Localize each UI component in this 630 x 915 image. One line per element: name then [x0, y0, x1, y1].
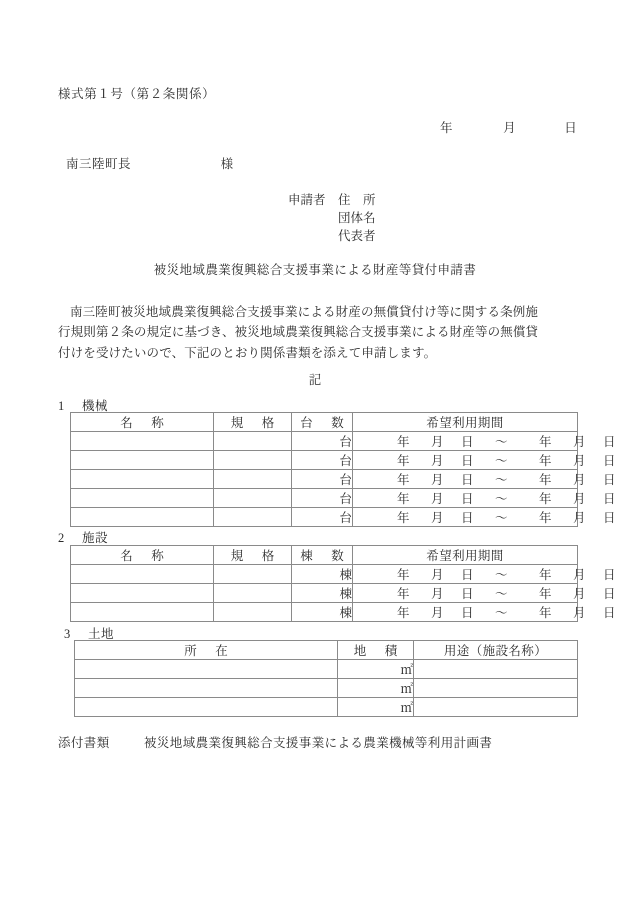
section-number-1: 1 [58, 399, 65, 413]
cell-spec[interactable] [214, 508, 292, 527]
cell-spec[interactable] [214, 432, 292, 451]
section-title-3: 土地 [88, 627, 115, 641]
period-start-day: 日 [461, 473, 474, 487]
period-start-day: 日 [461, 492, 474, 506]
header-name: 名 称 [71, 413, 214, 432]
period-end-month: 月 [573, 454, 586, 468]
cell-building-unit[interactable]: 棟 [292, 565, 353, 584]
period-end-day: 日 [603, 606, 616, 620]
period-tilde: ～ [495, 606, 508, 620]
period-start-day: 日 [461, 511, 474, 525]
cell-building-unit[interactable]: 棟 [292, 584, 353, 603]
header-name: 名 称 [71, 546, 214, 565]
section-number-2: 2 [58, 531, 65, 545]
period-end-day: 日 [603, 492, 616, 506]
attachment-label: 添付書類 [58, 736, 110, 750]
period-start-month: 月 [431, 606, 444, 620]
cell-location[interactable] [75, 679, 338, 698]
table-header-row [71, 546, 578, 565]
applicant-representative-row [288, 228, 376, 246]
period-tilde: ～ [495, 492, 508, 506]
cell-period[interactable] [353, 470, 616, 489]
addressee [66, 154, 234, 172]
period-tilde: ～ [495, 587, 508, 601]
period-start-year: 年 [397, 568, 410, 582]
cell-location[interactable] [75, 660, 338, 679]
cell-spec[interactable] [214, 451, 292, 470]
cell-period[interactable] [353, 432, 616, 451]
cell-spec[interactable] [214, 584, 292, 603]
cell-area-unit[interactable]: ㎡ [338, 660, 414, 679]
table-row[interactable] [71, 565, 578, 584]
header-area: 地 積 [338, 641, 414, 660]
period-start-month: 月 [431, 587, 444, 601]
cell-spec[interactable] [214, 470, 292, 489]
cell-usage[interactable] [414, 698, 578, 717]
table-row[interactable] [75, 660, 578, 679]
cell-building-unit[interactable]: 棟 [292, 603, 353, 622]
cell-period[interactable] [353, 565, 616, 584]
period-start-day: 日 [461, 606, 474, 620]
table-row[interactable] [71, 489, 578, 508]
cell-period[interactable] [353, 451, 616, 470]
period-end-month: 月 [573, 435, 586, 449]
cell-name[interactable] [71, 565, 214, 584]
table-land [74, 640, 578, 717]
period-tilde: ～ [495, 454, 508, 468]
period-end-year: 年 [539, 473, 552, 487]
period-start-month: 月 [431, 568, 444, 582]
period-end-year: 年 [539, 511, 552, 525]
applicant-address-label: 住 所 [338, 193, 376, 207]
period-start-year: 年 [397, 435, 410, 449]
body-line-3: 付けを受けたいので、下記のとおり関係書類を添えて申請します。 [58, 345, 437, 360]
period-tilde: ～ [495, 435, 508, 449]
addressee-name: 南三陸町長 [66, 157, 132, 171]
table-row[interactable] [75, 679, 578, 698]
table-machinery [70, 412, 616, 527]
period-end-year: 年 [539, 454, 552, 468]
applicant-organization-label: 団体名 [338, 210, 376, 225]
period-end-month: 月 [573, 492, 586, 506]
cell-spec[interactable] [214, 489, 292, 508]
period-end-day: 日 [603, 511, 616, 525]
table-header-row [71, 413, 578, 432]
header-usage: 用途（施設名称） [414, 641, 578, 660]
section-label-facility [58, 528, 108, 546]
cell-period[interactable] [353, 489, 616, 508]
header-quantity: 台 数 [292, 413, 353, 432]
table-header-row [75, 641, 578, 660]
period-end-day: 日 [603, 473, 616, 487]
period-start-month: 月 [431, 454, 444, 468]
period-start-year: 年 [397, 587, 410, 601]
period-start-day: 日 [461, 568, 474, 582]
header-spec: 規 格 [214, 413, 292, 432]
cell-name[interactable] [71, 489, 214, 508]
period-start-month: 月 [431, 473, 444, 487]
period-end-day: 日 [603, 435, 616, 449]
cell-quantity-unit[interactable]: 台 [292, 470, 353, 489]
cell-name[interactable] [71, 432, 214, 451]
cell-name[interactable] [71, 470, 214, 489]
addressee-honorific: 様 [220, 157, 234, 171]
section-title-2: 施設 [82, 531, 109, 545]
period-tilde: ～ [495, 568, 508, 582]
cell-period[interactable] [353, 584, 616, 603]
cell-name[interactable] [71, 584, 214, 603]
applicant-block [288, 192, 376, 245]
cell-period[interactable] [353, 508, 616, 527]
document-title: 被災地域農業復興総合支援事業による財産等貸付申請書 [153, 263, 477, 277]
date-line [440, 118, 577, 136]
period-start-year: 年 [397, 511, 410, 525]
body-paragraph [58, 302, 576, 363]
cell-usage[interactable] [414, 660, 578, 679]
period-end-month: 月 [573, 606, 586, 620]
period-end-year: 年 [539, 606, 552, 620]
table-row[interactable] [71, 451, 578, 470]
table-row[interactable] [71, 603, 578, 622]
period-start-year: 年 [397, 454, 410, 468]
table-row[interactable] [71, 584, 578, 603]
header-location: 所 在 [75, 641, 338, 660]
period-start-day: 日 [461, 454, 474, 468]
cell-quantity-unit[interactable]: 台 [292, 432, 353, 451]
period-start-day: 日 [461, 435, 474, 449]
period-start-year: 年 [397, 473, 410, 487]
cell-spec[interactable] [214, 565, 292, 584]
header-building-count: 棟 数 [292, 546, 353, 565]
table-row[interactable] [71, 508, 578, 527]
header-spec: 規 格 [214, 546, 292, 565]
section-title-1: 機械 [82, 399, 109, 413]
cell-quantity-unit[interactable]: 台 [292, 451, 353, 470]
period-end-day: 日 [603, 568, 616, 582]
section-number-3: 3 [64, 627, 71, 641]
cell-quantity-unit[interactable]: 台 [292, 489, 353, 508]
period-end-year: 年 [539, 435, 552, 449]
attachment-line [58, 733, 492, 751]
period-end-month: 月 [573, 473, 586, 487]
cell-spec[interactable] [214, 603, 292, 622]
cell-name[interactable] [71, 508, 214, 527]
period-start-day: 日 [461, 587, 474, 601]
cell-area-unit[interactable]: ㎡ [338, 679, 414, 698]
period-start-month: 月 [431, 492, 444, 506]
table-facility [70, 545, 616, 622]
date-month-label: 月 [503, 121, 516, 135]
cell-period[interactable] [353, 603, 616, 622]
period-tilde: ～ [495, 511, 508, 525]
table-row[interactable] [75, 698, 578, 717]
period-end-year: 年 [539, 492, 552, 506]
applicant-address-row [288, 192, 376, 210]
body-line-2: 行規則第２条の規定に基づき、被災地域農業復興総合支援事業による財産等の無償貸 [58, 325, 539, 340]
form-number: 様式第１号（第２条関係） [58, 87, 216, 101]
header-period: 希望利用期間 [353, 546, 578, 565]
period-tilde: ～ [495, 473, 508, 487]
applicant-organization-row [288, 210, 376, 228]
ki-mark: 記 [308, 373, 322, 387]
period-end-month: 月 [573, 568, 586, 582]
period-end-year: 年 [539, 568, 552, 582]
period-end-month: 月 [573, 511, 586, 525]
period-end-day: 日 [603, 454, 616, 468]
period-end-year: 年 [539, 587, 552, 601]
period-start-month: 月 [431, 435, 444, 449]
attachment-value: 被災地域農業復興総合支援事業による農業機械等利用計画書 [144, 736, 493, 750]
cell-usage[interactable] [414, 679, 578, 698]
date-day-label: 日 [564, 121, 577, 135]
cell-area-unit[interactable]: ㎡ [338, 698, 414, 717]
period-start-year: 年 [397, 492, 410, 506]
period-end-month: 月 [573, 587, 586, 601]
cell-quantity-unit[interactable]: 台 [292, 508, 353, 527]
period-start-month: 月 [431, 511, 444, 525]
header-period: 希望利用期間 [353, 413, 578, 432]
period-start-year: 年 [397, 606, 410, 620]
period-end-day: 日 [603, 587, 616, 601]
table-row[interactable] [71, 470, 578, 489]
cell-name[interactable] [71, 451, 214, 470]
applicant-label: 申請者 [288, 193, 326, 207]
applicant-representative-label: 代表者 [338, 228, 376, 243]
table-row[interactable] [71, 432, 578, 451]
cell-location[interactable] [75, 698, 338, 717]
cell-name[interactable] [71, 603, 214, 622]
body-line-1: 南三陸町被災地域農業復興総合支援事業による財産の無償貸付け等に関する条例施 [70, 305, 539, 319]
date-year-label: 年 [440, 121, 453, 135]
